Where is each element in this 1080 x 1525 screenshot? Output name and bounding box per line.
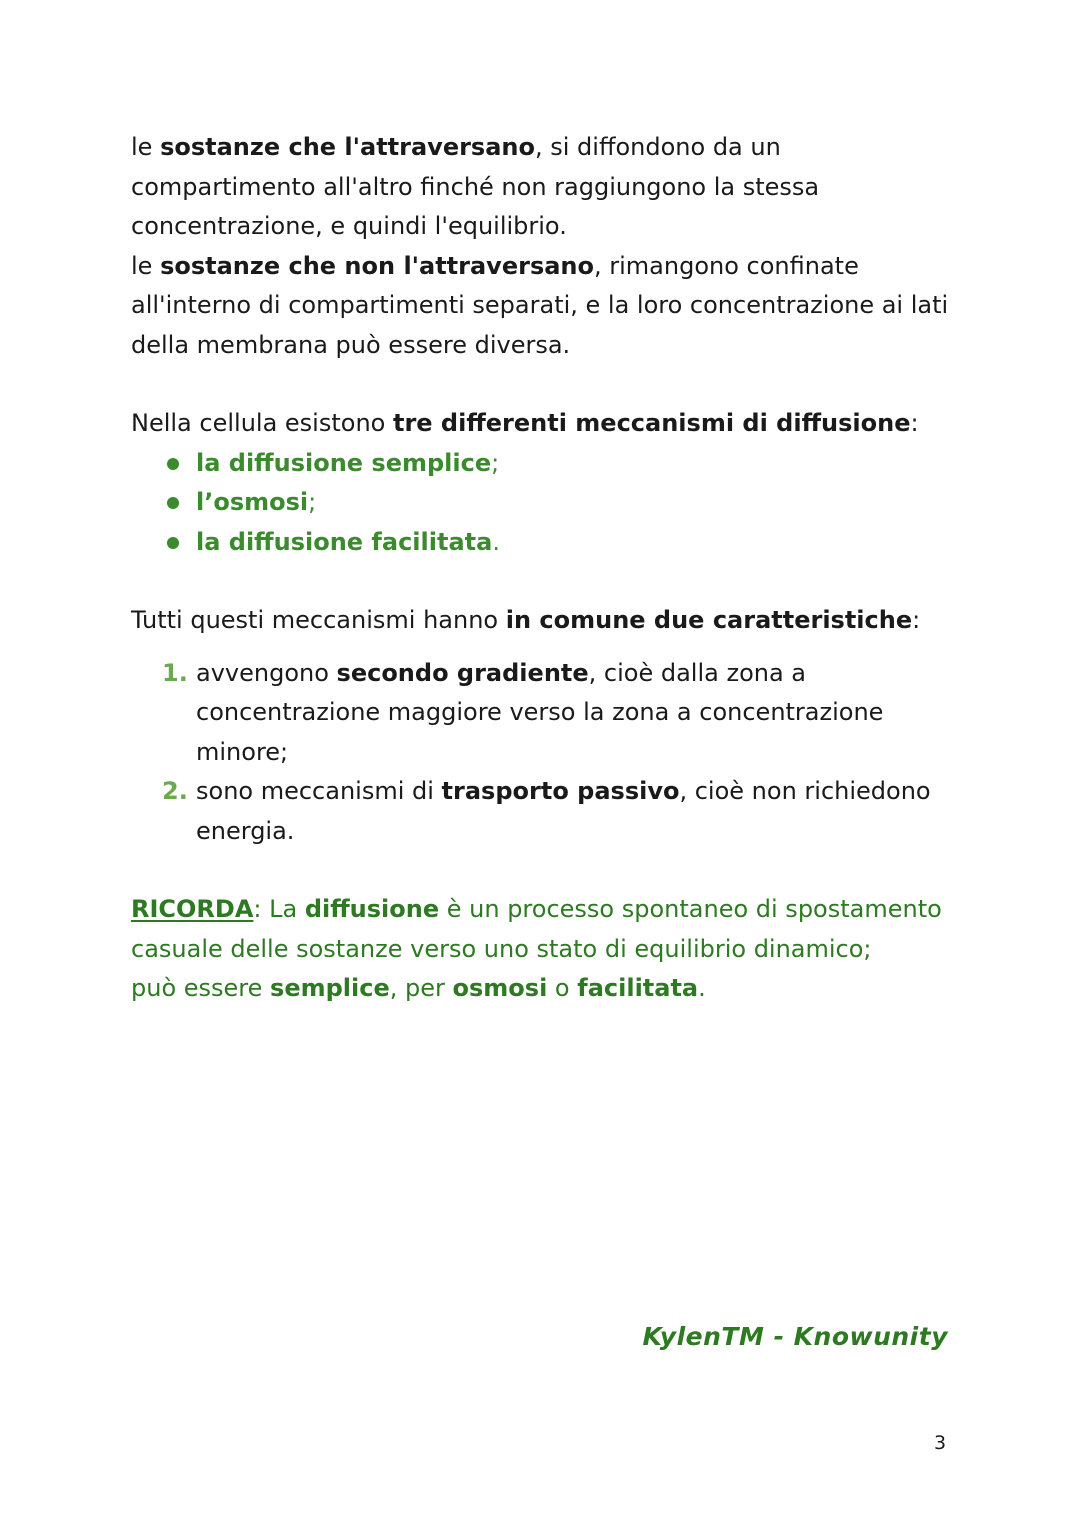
bullet-icon [167, 537, 179, 549]
bold-term: sostanze che non l'attraversano [160, 251, 594, 280]
mechanisms-intro: Nella cellula esistono tre differenti meccanismi di diffusione: [131, 409, 919, 437]
list-number: 2. [162, 777, 188, 805]
bold-term: sostanze che l'attraversano [160, 133, 535, 161]
paragraph-crossing-substances: le sostanze che l'attraversano, si diffondono da un compartimento all'altro finché non raggiungono la stessa concentrazione, e quindi l'equilibrio. [131, 133, 820, 240]
bullet-icon [167, 497, 179, 509]
bullet-icon [167, 458, 179, 470]
mechanisms-list [131, 444, 961, 563]
list-item: 2. sono meccanismi di trasporto passivo, cioè non richiedono energia. [131, 772, 961, 851]
list-number: 1. [162, 658, 188, 687]
list-item: l’osmosi; [131, 483, 961, 523]
list-item: 1. avvengono secondo gradiente, cioè dalla zona a concentrazione maggiore verso la zona a concentrazione minore; [131, 654, 961, 773]
page-number: 3 [934, 1432, 947, 1454]
list-item: la diffusione facilitata. [131, 523, 961, 563]
list-item: la diffusione semplice; [131, 444, 961, 484]
paragraph-non-crossing-substances: le sostanze che non l'attraversano, rimangono confinate all'interno di compartimenti separati, e la loro concentrazione ai lati della membrana può essere diversa. [131, 251, 949, 359]
ricorda-note: RICORDA: La diffusione è un processo spontaneo di spostamento casuale delle sostanze verso uno stato di equilibrio dinamico; può essere semplice, per osmosi o facilitata. [131, 895, 942, 1002]
common-features-intro: Tutti questi meccanismi hanno in comune due caratteristiche: [131, 606, 921, 634]
author-signature: KylenTM - Knowunity [642, 1322, 948, 1351]
ricorda-label: RICORDA [131, 895, 254, 923]
common-features-list [131, 654, 961, 852]
page-content [131, 128, 961, 1009]
